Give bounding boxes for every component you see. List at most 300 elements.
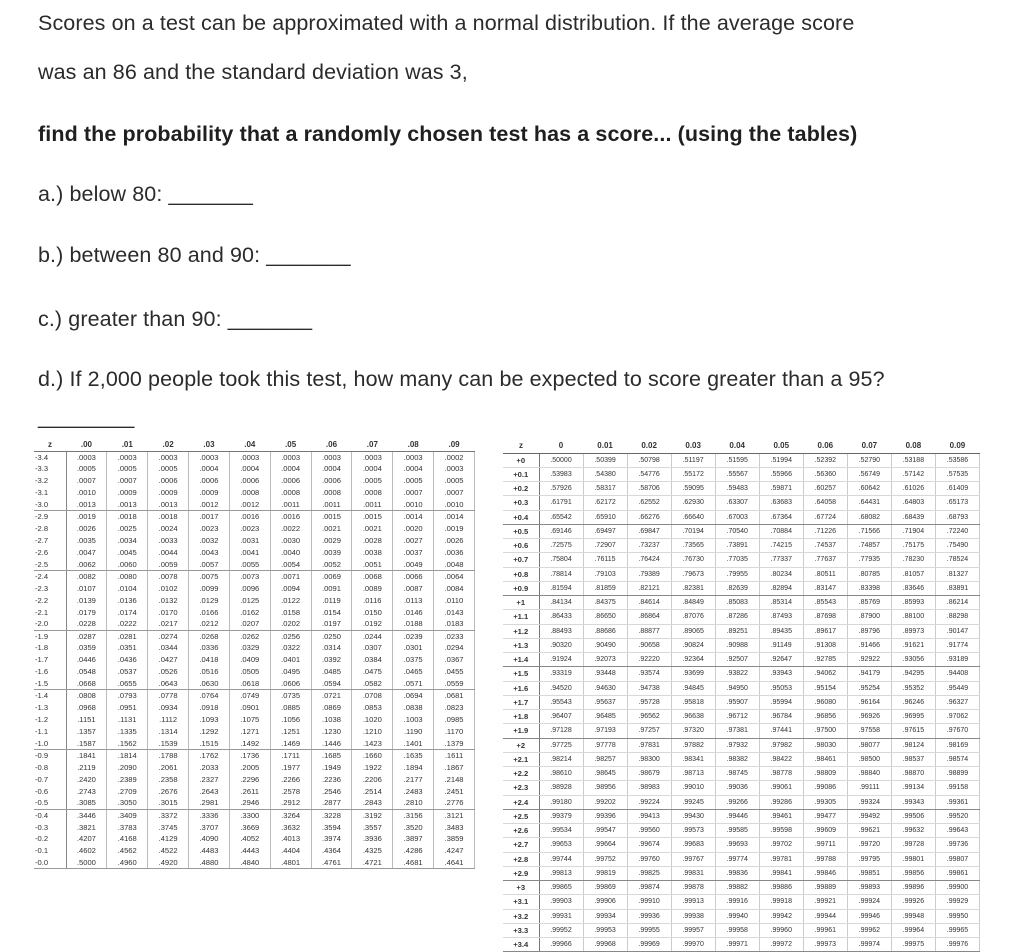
pos-table-probability-cell: .68793 [935, 510, 979, 524]
neg-table-probability-cell: .2546 [311, 785, 352, 797]
neg-table-probability-cell: .0078 [148, 570, 189, 582]
neg-table-probability-cell: .2877 [311, 797, 352, 809]
neg-table-probability-cell: .3783 [107, 821, 148, 833]
neg-table-probability-cell: .2090 [107, 761, 148, 773]
pos-table-probability-cell: .81859 [583, 581, 627, 595]
pos-table-row [503, 695, 980, 709]
neg-table-probability-cell: .2810 [393, 797, 434, 809]
pos-table-probability-cell: .96080 [803, 695, 847, 709]
pos-table-probability-cell: .53188 [891, 453, 935, 467]
neg-table-probability-cell: .0475 [352, 666, 393, 678]
pos-table-probability-cell: .96407 [539, 710, 583, 724]
neg-table-probability-cell: .2148 [434, 773, 475, 785]
pos-table-probability-cell: .83147 [803, 581, 847, 595]
neg-table-probability-cell: .0110 [434, 594, 475, 606]
pos-table-probability-cell: .68082 [847, 510, 891, 524]
pos-table-probability-cell: .99946 [847, 909, 891, 923]
pos-table-probability-cell: .70194 [671, 524, 715, 538]
neg-table-probability-cell: .0735 [270, 690, 311, 702]
question-b [38, 243, 351, 268]
neg-table-probability-cell: .2946 [229, 797, 270, 809]
neg-table-probability-cell: .1894 [393, 761, 434, 773]
neg-table-probability-cell: .0694 [393, 690, 434, 702]
neg-table-z-value: -1.4 [34, 690, 66, 702]
pos-table-probability-cell: .99760 [627, 852, 671, 866]
neg-table-probability-cell: .0035 [66, 535, 107, 547]
pos-table-probability-cell: .99010 [671, 781, 715, 795]
pos-table-probability-cell: .90988 [715, 638, 759, 652]
pos-table-probability-cell: .80785 [847, 567, 891, 581]
pos-table-probability-cell: .99926 [891, 895, 935, 909]
pos-table-z-value: +2.3 [503, 781, 539, 795]
neg-table-probability-cell: .0029 [311, 535, 352, 547]
pos-table-row [503, 938, 980, 952]
pos-table-probability-cell: .60257 [803, 482, 847, 496]
neg-table-probability-cell: .4207 [66, 833, 107, 845]
neg-table-probability-cell: .0019 [66, 511, 107, 523]
pos-table-row [503, 752, 980, 766]
negative-z-table-header [34, 439, 475, 451]
pos-table-probability-cell: .97670 [935, 724, 979, 738]
pos-table-probability-cell: .75804 [539, 553, 583, 567]
pos-table-probability-cell: .93448 [583, 667, 627, 681]
neg-table-z-value: -2.3 [34, 582, 66, 594]
pos-table-probability-cell: .57535 [935, 467, 979, 481]
pos-table-row [503, 524, 980, 538]
pos-table-z-value: +1.4 [503, 653, 539, 667]
neg-table-probability-cell: .1251 [270, 726, 311, 738]
pos-table-probability-cell: .56749 [847, 467, 891, 481]
neg-table-probability-cell: .0091 [311, 582, 352, 594]
neg-table-probability-cell: .0036 [434, 547, 475, 559]
pos-table-row [503, 638, 980, 652]
pos-table-probability-cell: .50798 [627, 453, 671, 467]
pos-table-probability-cell: .99819 [583, 866, 627, 880]
neg-table-probability-cell: .3936 [352, 833, 393, 845]
pos-table-probability-cell: .95637 [583, 695, 627, 709]
pos-table-probability-cell: .99324 [847, 795, 891, 809]
pos-table-probability-cell: .69146 [539, 524, 583, 538]
pos-table-probability-cell: .99461 [759, 809, 803, 823]
neg-table-probability-cell: .1762 [189, 749, 230, 761]
pos-table-z-value: +2.4 [503, 795, 539, 809]
pos-table-probability-cell: .92364 [671, 653, 715, 667]
neg-table-probability-cell: .0013 [148, 499, 189, 511]
pos-table-probability-cell: .94295 [891, 667, 935, 681]
neg-table-probability-cell: .0004 [393, 463, 434, 475]
neg-table-probability-cell: .4960 [107, 857, 148, 869]
pos-table-probability-cell: .98778 [759, 767, 803, 781]
pos-table-probability-cell: .72240 [935, 524, 979, 538]
pos-table-z-value: +3.1 [503, 895, 539, 909]
neg-table-probability-cell: .0007 [434, 487, 475, 499]
neg-table-probability-cell: .0571 [393, 678, 434, 690]
pos-table-probability-cell: .98124 [891, 738, 935, 752]
neg-table-z-value: -0.6 [34, 785, 66, 797]
neg-table-probability-cell: .0022 [270, 523, 311, 535]
pos-table-probability-cell: .98214 [539, 752, 583, 766]
pos-table-probability-cell: .99711 [803, 838, 847, 852]
neg-table-probability-cell: .0708 [352, 690, 393, 702]
neg-table-probability-cell: .1788 [148, 749, 189, 761]
pos-table-probability-cell: .99693 [715, 838, 759, 852]
pos-table-probability-cell: .99683 [671, 838, 715, 852]
negative-z-table-image [34, 439, 475, 939]
neg-table-z-value: -2.1 [34, 606, 66, 618]
pos-table-probability-cell: .99573 [671, 824, 715, 838]
neg-table-probability-cell: .0559 [434, 678, 475, 690]
neg-table-row [34, 570, 475, 582]
neg-table-probability-cell: .4641 [434, 857, 475, 869]
neg-table-probability-cell: .0014 [393, 511, 434, 523]
neg-table-probability-cell: .2709 [107, 785, 148, 797]
pos-table-probability-cell: .88877 [627, 624, 671, 638]
neg-table-probability-cell: .3520 [393, 821, 434, 833]
pos-table-probability-cell: .97500 [803, 724, 847, 738]
pos-table-probability-cell: .98500 [847, 752, 891, 766]
pos-table-probability-cell: .98899 [935, 767, 979, 781]
pos-table-probability-cell: .82381 [671, 581, 715, 595]
pos-table-probability-cell: .98610 [539, 767, 583, 781]
pos-table-probability-cell: .79103 [583, 567, 627, 581]
neg-table-probability-cell: .4602 [66, 845, 107, 857]
neg-table-probability-cell: .3300 [229, 809, 270, 821]
pos-table-probability-cell: .71904 [891, 524, 935, 538]
pos-table-row [503, 852, 980, 866]
pos-table-row [503, 610, 980, 624]
neg-table-probability-cell: .2912 [270, 797, 311, 809]
neg-table-probability-cell: .0495 [270, 666, 311, 678]
pos-table-probability-cell: .98928 [539, 781, 583, 795]
neg-table-probability-cell: .1446 [311, 738, 352, 750]
neg-table-probability-cell: .2005 [229, 761, 270, 773]
pos-table-probability-cell: .71566 [847, 524, 891, 538]
neg-table-probability-cell: .0011 [352, 499, 393, 511]
pos-table-probability-cell: .98341 [671, 752, 715, 766]
pos-table-probability-cell: .99752 [583, 852, 627, 866]
neg-table-z-value: -1.7 [34, 654, 66, 666]
neg-table-probability-cell: .0132 [148, 594, 189, 606]
neg-table-probability-cell: .4286 [393, 845, 434, 857]
pos-table-probability-cell: .99534 [539, 824, 583, 838]
pos-table-row [503, 809, 980, 823]
pos-table-probability-cell: .81057 [891, 567, 935, 581]
pos-table-row [503, 909, 980, 923]
neg-table-probability-cell: .0089 [352, 582, 393, 594]
pos-table-z-value: +2.5 [503, 809, 539, 823]
neg-table-probability-cell: .1292 [189, 726, 230, 738]
pos-table-probability-cell: .98983 [627, 781, 671, 795]
pos-table-probability-cell: .99972 [759, 938, 803, 952]
neg-table-z-value: -2.0 [34, 618, 66, 630]
neg-table-probability-cell: .1003 [393, 714, 434, 726]
pos-table-row [503, 895, 980, 909]
pos-table-probability-cell: .96327 [935, 695, 979, 709]
neg-table-probability-cell: .0244 [352, 630, 393, 642]
pos-table-probability-cell: .87286 [715, 610, 759, 624]
neg-table-z-value: -2.2 [34, 594, 66, 606]
pos-table-z-value: +3 [503, 881, 539, 895]
neg-table-probability-cell: .0033 [148, 535, 189, 547]
pos-table-probability-cell: .90147 [935, 624, 979, 638]
pos-table-probability-cell: .82894 [759, 581, 803, 595]
pos-table-probability-cell: .68439 [891, 510, 935, 524]
neg-table-probability-cell: .0064 [434, 570, 475, 582]
pos-table-row [503, 824, 980, 838]
pos-table-probability-cell: .77035 [715, 553, 759, 567]
pos-table-row [503, 838, 980, 852]
neg-table-probability-cell: .4364 [311, 845, 352, 857]
neg-table-column-header: .09 [434, 439, 475, 451]
pos-table-probability-cell: .67003 [715, 510, 759, 524]
pos-table-z-value: +0.9 [503, 581, 539, 595]
pos-table-probability-cell: .85769 [847, 596, 891, 610]
pos-table-z-value: +2.2 [503, 767, 539, 781]
neg-table-probability-cell: .0526 [148, 666, 189, 678]
pos-table-probability-cell: .90824 [671, 638, 715, 652]
pos-table-probability-cell: .85993 [891, 596, 935, 610]
neg-table-probability-cell: .0778 [148, 690, 189, 702]
pos-table-row [503, 710, 980, 724]
pos-table-probability-cell: .55966 [759, 467, 803, 481]
neg-table-probability-cell: .0003 [148, 451, 189, 463]
pos-table-probability-cell: .96485 [583, 710, 627, 724]
neg-table-probability-cell: .0102 [148, 582, 189, 594]
neg-table-probability-cell: .0436 [107, 654, 148, 666]
pos-table-probability-cell: .59095 [671, 482, 715, 496]
neg-table-probability-cell: .0594 [311, 678, 352, 690]
pos-table-probability-cell: .99343 [891, 795, 935, 809]
neg-table-probability-cell: .0764 [189, 690, 230, 702]
neg-table-probability-cell: .0016 [270, 511, 311, 523]
pos-table-probability-cell: .99938 [671, 909, 715, 923]
neg-table-z-value: -0.0 [34, 857, 66, 869]
question-a-label: a.) below 80: [38, 182, 163, 206]
pos-table-probability-cell: .99921 [803, 895, 847, 909]
neg-table-z-value: -0.9 [34, 749, 66, 761]
pos-table-probability-cell: .91621 [891, 638, 935, 652]
pos-table-probability-cell: .98840 [847, 767, 891, 781]
pos-table-probability-cell: .99882 [715, 881, 759, 895]
neg-table-probability-cell: .0084 [434, 582, 475, 594]
pos-table-probability-cell: .96712 [715, 710, 759, 724]
neg-table-probability-cell: .1562 [107, 738, 148, 750]
pos-table-probability-cell: .99245 [671, 795, 715, 809]
neg-table-probability-cell: .0068 [352, 570, 393, 582]
neg-table-probability-cell: .3050 [107, 797, 148, 809]
neg-table-probability-cell: .0166 [189, 606, 230, 618]
pos-table-probability-cell: .95543 [539, 695, 583, 709]
pos-table-probability-cell: .99950 [935, 909, 979, 923]
neg-table-probability-cell: .0040 [270, 547, 311, 559]
pos-table-probability-cell: .90320 [539, 638, 583, 652]
neg-table-z-value: -1.2 [34, 714, 66, 726]
neg-table-probability-cell: .0359 [66, 642, 107, 654]
neg-table-probability-cell: .0281 [107, 630, 148, 642]
neg-table-probability-cell: .4801 [270, 857, 311, 869]
pos-table-probability-cell: .99477 [803, 809, 847, 823]
neg-table-probability-cell: .0047 [66, 547, 107, 559]
neg-table-probability-cell: .2327 [189, 773, 230, 785]
pos-table-probability-cell: .98461 [803, 752, 847, 766]
neg-table-probability-cell: .0041 [229, 547, 270, 559]
neg-table-probability-cell: .0143 [434, 606, 475, 618]
pos-table-probability-cell: .77935 [847, 553, 891, 567]
pos-table-probability-cell: .61409 [935, 482, 979, 496]
pos-table-column-header: 0.07 [847, 440, 891, 453]
pos-table-probability-cell: .99878 [671, 881, 715, 895]
neg-table-probability-cell: .0351 [107, 642, 148, 654]
neg-table-probability-cell: .0005 [393, 475, 434, 487]
pos-table-probability-cell: .98713 [671, 767, 715, 781]
pos-table-probability-cell: .60642 [847, 482, 891, 496]
neg-table-probability-cell: .0104 [107, 582, 148, 594]
neg-table-z-value: -0.4 [34, 809, 66, 821]
pos-table-z-value: +0.6 [503, 539, 539, 553]
pos-table-probability-cell: .99801 [891, 852, 935, 866]
pos-table-column-header: 0.02 [627, 440, 671, 453]
neg-table-probability-cell: .0329 [229, 642, 270, 654]
pos-table-probability-cell: .89065 [671, 624, 715, 638]
pos-table-probability-cell: .91774 [935, 638, 979, 652]
pos-table-column-header: 0.09 [935, 440, 979, 453]
pos-table-probability-cell: .93822 [715, 667, 759, 681]
neg-table-z-value: -1.3 [34, 702, 66, 714]
pos-table-probability-cell: .99795 [847, 852, 891, 866]
pos-table-column-header: 0.05 [759, 440, 803, 453]
answer-blank-b: _______ [266, 243, 351, 267]
neg-table-probability-cell: .0004 [352, 463, 393, 475]
neg-table-probability-cell: .1151 [66, 714, 107, 726]
neg-table-probability-cell: .4404 [270, 845, 311, 857]
neg-table-probability-cell: .1314 [148, 726, 189, 738]
neg-table-probability-cell: .0059 [148, 558, 189, 570]
pos-table-probability-cell: .99948 [891, 909, 935, 923]
pos-table-probability-cell: .99111 [847, 781, 891, 795]
neg-table-probability-cell: .3859 [434, 833, 475, 845]
pos-table-probability-cell: .79389 [627, 567, 671, 581]
neg-table-row [34, 702, 475, 714]
neg-table-z-value: -3.3 [34, 463, 66, 475]
pos-table-probability-cell: .99506 [891, 809, 935, 823]
pos-table-z-value: +1.6 [503, 681, 539, 695]
neg-table-probability-cell: .3372 [148, 809, 189, 821]
neg-table-probability-cell: .0026 [66, 523, 107, 535]
answer-blank-a: _______ [168, 182, 253, 206]
neg-table-probability-cell: .0019 [434, 523, 475, 535]
neg-table-probability-cell: .0005 [107, 463, 148, 475]
pos-table-probability-cell: .97778 [583, 738, 627, 752]
neg-table-probability-cell: .0250 [311, 630, 352, 642]
pos-table-probability-cell: .99813 [539, 866, 583, 880]
neg-table-probability-cell: .0014 [434, 511, 475, 523]
neg-table-probability-cell: .1611 [434, 749, 475, 761]
neg-table-z-value: -1.5 [34, 678, 66, 690]
neg-table-probability-cell: .3483 [434, 821, 475, 833]
neg-table-column-header: .04 [229, 439, 270, 451]
pos-table-z-value: +0.5 [503, 524, 539, 538]
neg-table-z-value: -3.4 [34, 451, 66, 463]
neg-table-probability-cell: .0158 [270, 606, 311, 618]
pos-table-probability-cell: .99036 [715, 781, 759, 795]
neg-table-probability-cell: .0003 [393, 451, 434, 463]
pos-table-probability-cell: .99874 [627, 881, 671, 895]
pos-table-z-value: +0.7 [503, 553, 539, 567]
pos-table-row [503, 781, 980, 795]
neg-table-probability-cell: .0239 [393, 630, 434, 642]
pos-table-probability-cell: .95728 [627, 695, 671, 709]
neg-table-probability-cell: .0006 [311, 475, 352, 487]
neg-table-probability-cell: .0008 [229, 487, 270, 499]
pos-table-probability-cell: .99736 [935, 838, 979, 852]
neg-table-probability-cell: .3336 [189, 809, 230, 821]
pos-table-probability-cell: .99953 [583, 923, 627, 937]
pos-table-probability-cell: .84614 [627, 596, 671, 610]
neg-table-probability-cell: .2611 [229, 785, 270, 797]
pos-table-probability-cell: .99643 [935, 824, 979, 838]
pos-table-probability-cell: .53586 [935, 453, 979, 467]
neg-table-row [34, 797, 475, 809]
neg-table-probability-cell: .0066 [393, 570, 434, 582]
pos-table-column-header: 0.06 [803, 440, 847, 453]
neg-table-row [34, 690, 475, 702]
neg-table-probability-cell: .1112 [148, 714, 189, 726]
neg-table-probability-cell: .0009 [107, 487, 148, 499]
pos-table-probability-cell: .97882 [671, 738, 715, 752]
pos-table-z-value: +3.3 [503, 923, 539, 937]
pos-table-probability-cell: .88493 [539, 624, 583, 638]
neg-table-probability-cell: .3557 [352, 821, 393, 833]
pos-table-probability-cell: .69847 [627, 524, 671, 538]
neg-table-probability-cell: .0004 [189, 463, 230, 475]
neg-table-probability-cell: .0010 [66, 487, 107, 499]
problem-instruction: find the probability that a randomly chosen test has a score... (using the tables) [38, 122, 858, 146]
neg-table-probability-cell: .0038 [352, 547, 393, 559]
neg-table-probability-cell: .0010 [393, 499, 434, 511]
neg-table-z-value: -0.1 [34, 845, 66, 857]
negative-z-table [34, 439, 475, 869]
pos-table-probability-cell: .98257 [583, 752, 627, 766]
neg-table-probability-cell: .0262 [229, 630, 270, 642]
pos-table-probability-cell: .87493 [759, 610, 803, 624]
pos-table-probability-cell: .92073 [583, 653, 627, 667]
pos-table-probability-cell: .81594 [539, 581, 583, 595]
neg-table-probability-cell: .0344 [148, 642, 189, 654]
neg-table-z-value: -0.8 [34, 761, 66, 773]
pos-table-probability-cell: .99720 [847, 838, 891, 852]
neg-table-probability-cell: .3156 [393, 809, 434, 821]
pos-table-probability-cell: .94630 [583, 681, 627, 695]
pos-table-z-value: +1.9 [503, 724, 539, 738]
pos-table-probability-cell: .99869 [583, 881, 627, 895]
pos-table-probability-cell: .64058 [803, 496, 847, 510]
pos-table-probability-cell: .96856 [803, 710, 847, 724]
neg-table-probability-cell: .4562 [107, 845, 148, 857]
pos-table-probability-cell: .87900 [847, 610, 891, 624]
pos-table-probability-cell: .98745 [715, 767, 759, 781]
pos-table-probability-cell: .78524 [935, 553, 979, 567]
neg-table-probability-cell: .0008 [270, 487, 311, 499]
neg-table-probability-cell: .0314 [311, 642, 352, 654]
pos-table-probability-cell: .84849 [671, 596, 715, 610]
pos-table-probability-cell: .93189 [935, 653, 979, 667]
pos-table-probability-cell: .99674 [627, 838, 671, 852]
pos-table-probability-cell: .94062 [803, 667, 847, 681]
question-d [38, 367, 885, 392]
pos-table-probability-cell: .99976 [935, 938, 979, 952]
pos-table-probability-cell: .94408 [935, 667, 979, 681]
pos-table-probability-cell: .99968 [583, 938, 627, 952]
